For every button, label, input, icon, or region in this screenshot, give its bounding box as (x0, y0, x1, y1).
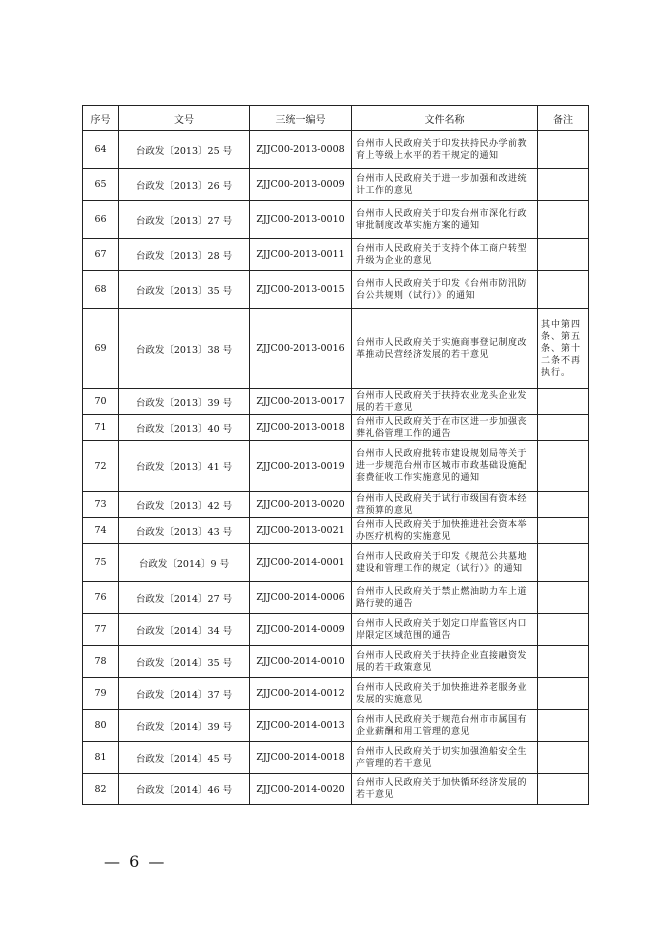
cell-title: 台州市人民政府关于划定口岸监管区内口岸限定区域范围的通告 (352, 614, 538, 646)
cell-doc-no: 台政发〔2013〕42 号 (119, 492, 250, 518)
cell-seq: 80 (83, 710, 119, 742)
cell-title: 台州市人民政府关于印发《台州市防汛防台公共规则（试行）》的通知 (352, 271, 538, 309)
header-note: 备注 (538, 106, 589, 131)
cell-note (538, 169, 589, 201)
table-row (83, 271, 589, 309)
table-header-row (83, 106, 589, 131)
table-body (83, 131, 589, 805)
cell-seq: 69 (83, 309, 119, 389)
cell-title: 台州市人民政府关于禁止燃油助力车上道路行驶的通告 (352, 582, 538, 614)
cell-code: ZJJC00-2014-0010 (250, 646, 352, 678)
cell-title: 台州市人民政府关于印发台州市深化行政审批制度改革实施方案的通知 (352, 201, 538, 239)
cell-code: ZJJC00-2014-0001 (250, 544, 352, 582)
cell-doc-no: 台政发〔2014〕45 号 (119, 742, 250, 774)
cell-code: ZJJC00-2013-0011 (250, 239, 352, 271)
cell-title: 台州市人民政府关于加快推进养老服务业发展的实施意见 (352, 678, 538, 710)
table-row (83, 201, 589, 239)
cell-note (538, 389, 589, 415)
page-number: — 6 — (104, 852, 167, 871)
cell-doc-no: 台政发〔2014〕39 号 (119, 710, 250, 742)
header-code: 三统一编号 (250, 106, 352, 131)
cell-code: ZJJC00-2013-0009 (250, 169, 352, 201)
cell-code: ZJJC00-2013-0020 (250, 492, 352, 518)
table-row (83, 614, 589, 646)
cell-code: ZJJC00-2014-0020 (250, 774, 352, 805)
cell-code: ZJJC00-2014-0012 (250, 678, 352, 710)
table-row (83, 492, 589, 518)
table-row (83, 544, 589, 582)
cell-title: 台州市人民政府批转市建设规划局等关于进一步规范台州市区城市市政基础设施配套费征收工作实施意见的通知 (352, 441, 538, 492)
cell-seq: 73 (83, 492, 119, 518)
table-row (83, 389, 589, 415)
cell-doc-no: 台政发〔2013〕28 号 (119, 239, 250, 271)
cell-note (538, 710, 589, 742)
cell-code: ZJJC00-2013-0010 (250, 201, 352, 239)
cell-note (538, 614, 589, 646)
table-row (83, 678, 589, 710)
cell-title: 台州市人民政府关于扶持农业龙头企业发展的若干意见 (352, 389, 538, 415)
cell-seq: 81 (83, 742, 119, 774)
cell-note (538, 239, 589, 271)
cell-title: 台州市人民政府关于支持个体工商户转型升级为企业的意见 (352, 239, 538, 271)
cell-doc-no: 台政发〔2014〕9 号 (119, 544, 250, 582)
cell-seq: 66 (83, 201, 119, 239)
cell-seq: 75 (83, 544, 119, 582)
cell-seq: 78 (83, 646, 119, 678)
cell-note (538, 678, 589, 710)
cell-title: 台州市人民政府关于印发《规范公共墓地建设和管理工作的规定（试行）》的通知 (352, 544, 538, 582)
table-row (83, 710, 589, 742)
cell-seq: 76 (83, 582, 119, 614)
cell-note (538, 582, 589, 614)
cell-title: 台州市人民政府关于印发扶持民办学前教育上等级上水平的若干规定的通知 (352, 131, 538, 169)
cell-note (538, 544, 589, 582)
cell-note: 其中第四条、第五条、第十二条不再执行。 (538, 309, 589, 389)
table-row (83, 646, 589, 678)
cell-code: ZJJC00-2013-0019 (250, 441, 352, 492)
table-row (83, 518, 589, 544)
cell-doc-no: 台政发〔2013〕27 号 (119, 201, 250, 239)
header-doc-no: 文号 (119, 106, 250, 131)
cell-note (538, 131, 589, 169)
cell-code: ZJJC00-2013-0008 (250, 131, 352, 169)
cell-seq: 77 (83, 614, 119, 646)
table-row (83, 239, 589, 271)
cell-doc-no: 台政发〔2014〕37 号 (119, 678, 250, 710)
cell-title: 台州市人民政府关于实施商事登记制度改革推动民营经济发展的若干意见 (352, 309, 538, 389)
cell-doc-no: 台政发〔2013〕43 号 (119, 518, 250, 544)
cell-doc-no: 台政发〔2013〕39 号 (119, 389, 250, 415)
cell-title: 台州市人民政府关于扶持企业直接融资发展的若干政策意见 (352, 646, 538, 678)
cell-code: ZJJC00-2014-0018 (250, 742, 352, 774)
cell-seq: 68 (83, 271, 119, 309)
cell-doc-no: 台政发〔2013〕35 号 (119, 271, 250, 309)
cell-note (538, 415, 589, 441)
document-table-container (82, 105, 588, 805)
cell-note (538, 742, 589, 774)
cell-title: 台州市人民政府关于规范台州市市属国有企业薪酬和用工管理的意见 (352, 710, 538, 742)
cell-note (538, 774, 589, 805)
cell-code: ZJJC00-2013-0016 (250, 309, 352, 389)
cell-code: ZJJC00-2014-0006 (250, 582, 352, 614)
cell-seq: 64 (83, 131, 119, 169)
table-row (83, 415, 589, 441)
cell-doc-no: 台政发〔2014〕34 号 (119, 614, 250, 646)
table-row (83, 774, 589, 805)
cell-seq: 79 (83, 678, 119, 710)
cell-title: 台州市人民政府关于加快推进社会资本举办医疗机构的实施意见 (352, 518, 538, 544)
cell-note (538, 201, 589, 239)
cell-code: ZJJC00-2013-0018 (250, 415, 352, 441)
table-row (83, 742, 589, 774)
cell-seq: 82 (83, 774, 119, 805)
cell-doc-no: 台政发〔2013〕40 号 (119, 415, 250, 441)
cell-note (538, 646, 589, 678)
cell-title: 台州市人民政府关于切实加强渔船安全生产管理的若干意见 (352, 742, 538, 774)
cell-doc-no: 台政发〔2013〕25 号 (119, 131, 250, 169)
cell-note (538, 441, 589, 492)
cell-doc-no: 台政发〔2014〕46 号 (119, 774, 250, 805)
table-row (83, 169, 589, 201)
cell-title: 台州市人民政府关于在市区进一步加强丧葬礼俗管理工作的通告 (352, 415, 538, 441)
cell-code: ZJJC00-2013-0015 (250, 271, 352, 309)
cell-note (538, 492, 589, 518)
document-list-table (82, 105, 589, 805)
cell-code: ZJJC00-2013-0021 (250, 518, 352, 544)
cell-seq: 67 (83, 239, 119, 271)
cell-doc-no: 台政发〔2014〕27 号 (119, 582, 250, 614)
cell-doc-no: 台政发〔2013〕38 号 (119, 309, 250, 389)
header-seq: 序号 (83, 106, 119, 131)
header-title: 文件名称 (352, 106, 538, 131)
cell-doc-no: 台政发〔2013〕41 号 (119, 441, 250, 492)
cell-doc-no: 台政发〔2014〕35 号 (119, 646, 250, 678)
cell-code: ZJJC00-2014-0013 (250, 710, 352, 742)
table-row (83, 441, 589, 492)
cell-code: ZJJC00-2014-0009 (250, 614, 352, 646)
table-row (83, 309, 589, 389)
table-row (83, 582, 589, 614)
cell-title: 台州市人民政府关于进一步加强和改进统计工作的意见 (352, 169, 538, 201)
cell-seq: 71 (83, 415, 119, 441)
cell-doc-no: 台政发〔2013〕26 号 (119, 169, 250, 201)
cell-title: 台州市人民政府关于试行市级国有资本经营预算的意见 (352, 492, 538, 518)
cell-note (538, 518, 589, 544)
cell-code: ZJJC00-2013-0017 (250, 389, 352, 415)
cell-seq: 70 (83, 389, 119, 415)
cell-seq: 72 (83, 441, 119, 492)
table-row (83, 131, 589, 169)
cell-seq: 74 (83, 518, 119, 544)
cell-seq: 65 (83, 169, 119, 201)
cell-note (538, 271, 589, 309)
cell-title: 台州市人民政府关于加快循环经济发展的若干意见 (352, 774, 538, 805)
